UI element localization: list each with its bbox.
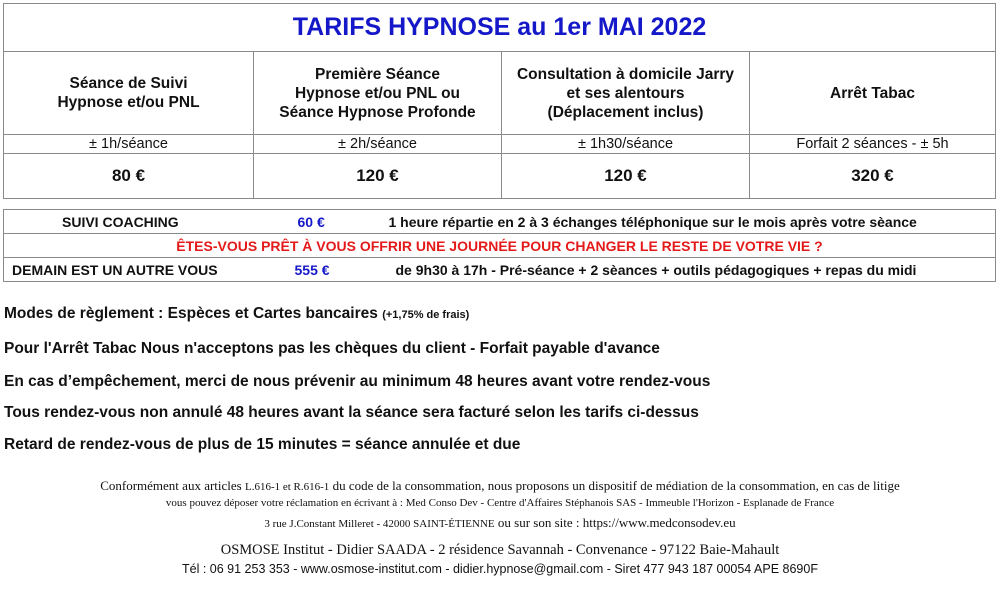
mediation-line-1: Conformément aux articles L.616-1 et R.616-1 du code de la consommation, nous proposons un dispositif de médiation de la consommation, en cas de litige [100, 478, 900, 493]
payment-methods: Modes de règlement : Espèces et Cartes bancaires (+1,75% de frais) [4, 305, 470, 322]
contact-info: Tél : 06 91 253 353 - www.osmose-institut.com - didier.hypnose@gmail.com - Siret 477 943 187 00054 APE 8690F [182, 562, 818, 576]
price-domicile: 120 € [502, 154, 750, 199]
price-suivi: 80 € [4, 154, 254, 199]
column-header-premiere: Première Séance Hypnose et/ou PNL ou Séance Hypnose Profonde [254, 52, 502, 135]
payment-fee-note: (+1,75% de frais) [382, 309, 470, 321]
column-header-suivi: Séance de Suivi Hypnose et/ou PNL [4, 52, 254, 135]
coaching-description: 1 heure répartie en 2 à 3 échanges téléphonique sur le mois après votre sèance [377, 210, 996, 234]
billing-rule: Tous rendez-vous non annulé 48 heures avant la séance sera facturé selon les tarifs ci-dessus [4, 404, 699, 421]
duration-domicile: ± 1h30/séance [502, 135, 750, 154]
coaching-price: 60 € [289, 210, 377, 234]
company-info: OSMOSE Institut - Didier SAADA - 2 résidence Savannah - Convenance - 97122 Baie-Mahault [220, 542, 780, 558]
mediation-line-3: 3 rue J.Constant Milleret - 42000 SAINT-ÉTIENNE ou sur son site : https://www.medconsodev.eu [264, 515, 736, 530]
coaching-label: SUIVI COACHING [4, 210, 289, 234]
tariff-table [3, 3, 996, 199]
promo-banner: ÊTES-VOUS PRÊT À VOUS OFFRIR UNE JOURNÉE POUR CHANGER LE RESTE DE VOTRE VIE ? [4, 234, 996, 258]
lateness-rule: Retard de rendez-vous de plus de 15 minutes = séance annulée et due [4, 436, 521, 453]
duration-tabac: Forfait 2 séances - ± 5h [750, 135, 996, 154]
cancellation-notice: En cas d’empêchement, merci de nous prévenir au minimum 48 heures avant votre rendez-vous [4, 373, 711, 390]
title-cell [4, 4, 996, 52]
demain-label: DEMAIN EST UN AUTRE VOUS [4, 258, 289, 282]
column-header-tabac: Arrêt Tabac [750, 52, 996, 135]
column-header-domicile: Consultation à domicile Jarry et ses alentours (Déplacement inclus) [502, 52, 750, 135]
price-premiere: 120 € [254, 154, 502, 199]
coaching-table [3, 209, 996, 282]
duration-suivi: ± 1h/séance [4, 135, 254, 154]
tabac-rule: Pour l'Arrêt Tabac Nous n'acceptons pas les chèques du client - Forfait payable d'avance [4, 340, 660, 357]
mediation-line-2: vous pouvez déposer votre réclamation en écrivant à : Med Conso Dev - Centre d'Affaires Stéphanois SAS - Immeuble l'Horizon - Esplanade de France [165, 497, 835, 509]
duration-premiere: ± 2h/séance [254, 135, 502, 154]
demain-description: de 9h30 à 17h - Pré-séance + 2 sèances + outils pédagogiques + repas du midi [377, 258, 996, 282]
price-tabac: 320 € [750, 154, 996, 199]
demain-price: 555 € [289, 258, 377, 282]
page-title: TARIFS HYPNOSE au 1er MAI 2022 [292, 13, 707, 41]
